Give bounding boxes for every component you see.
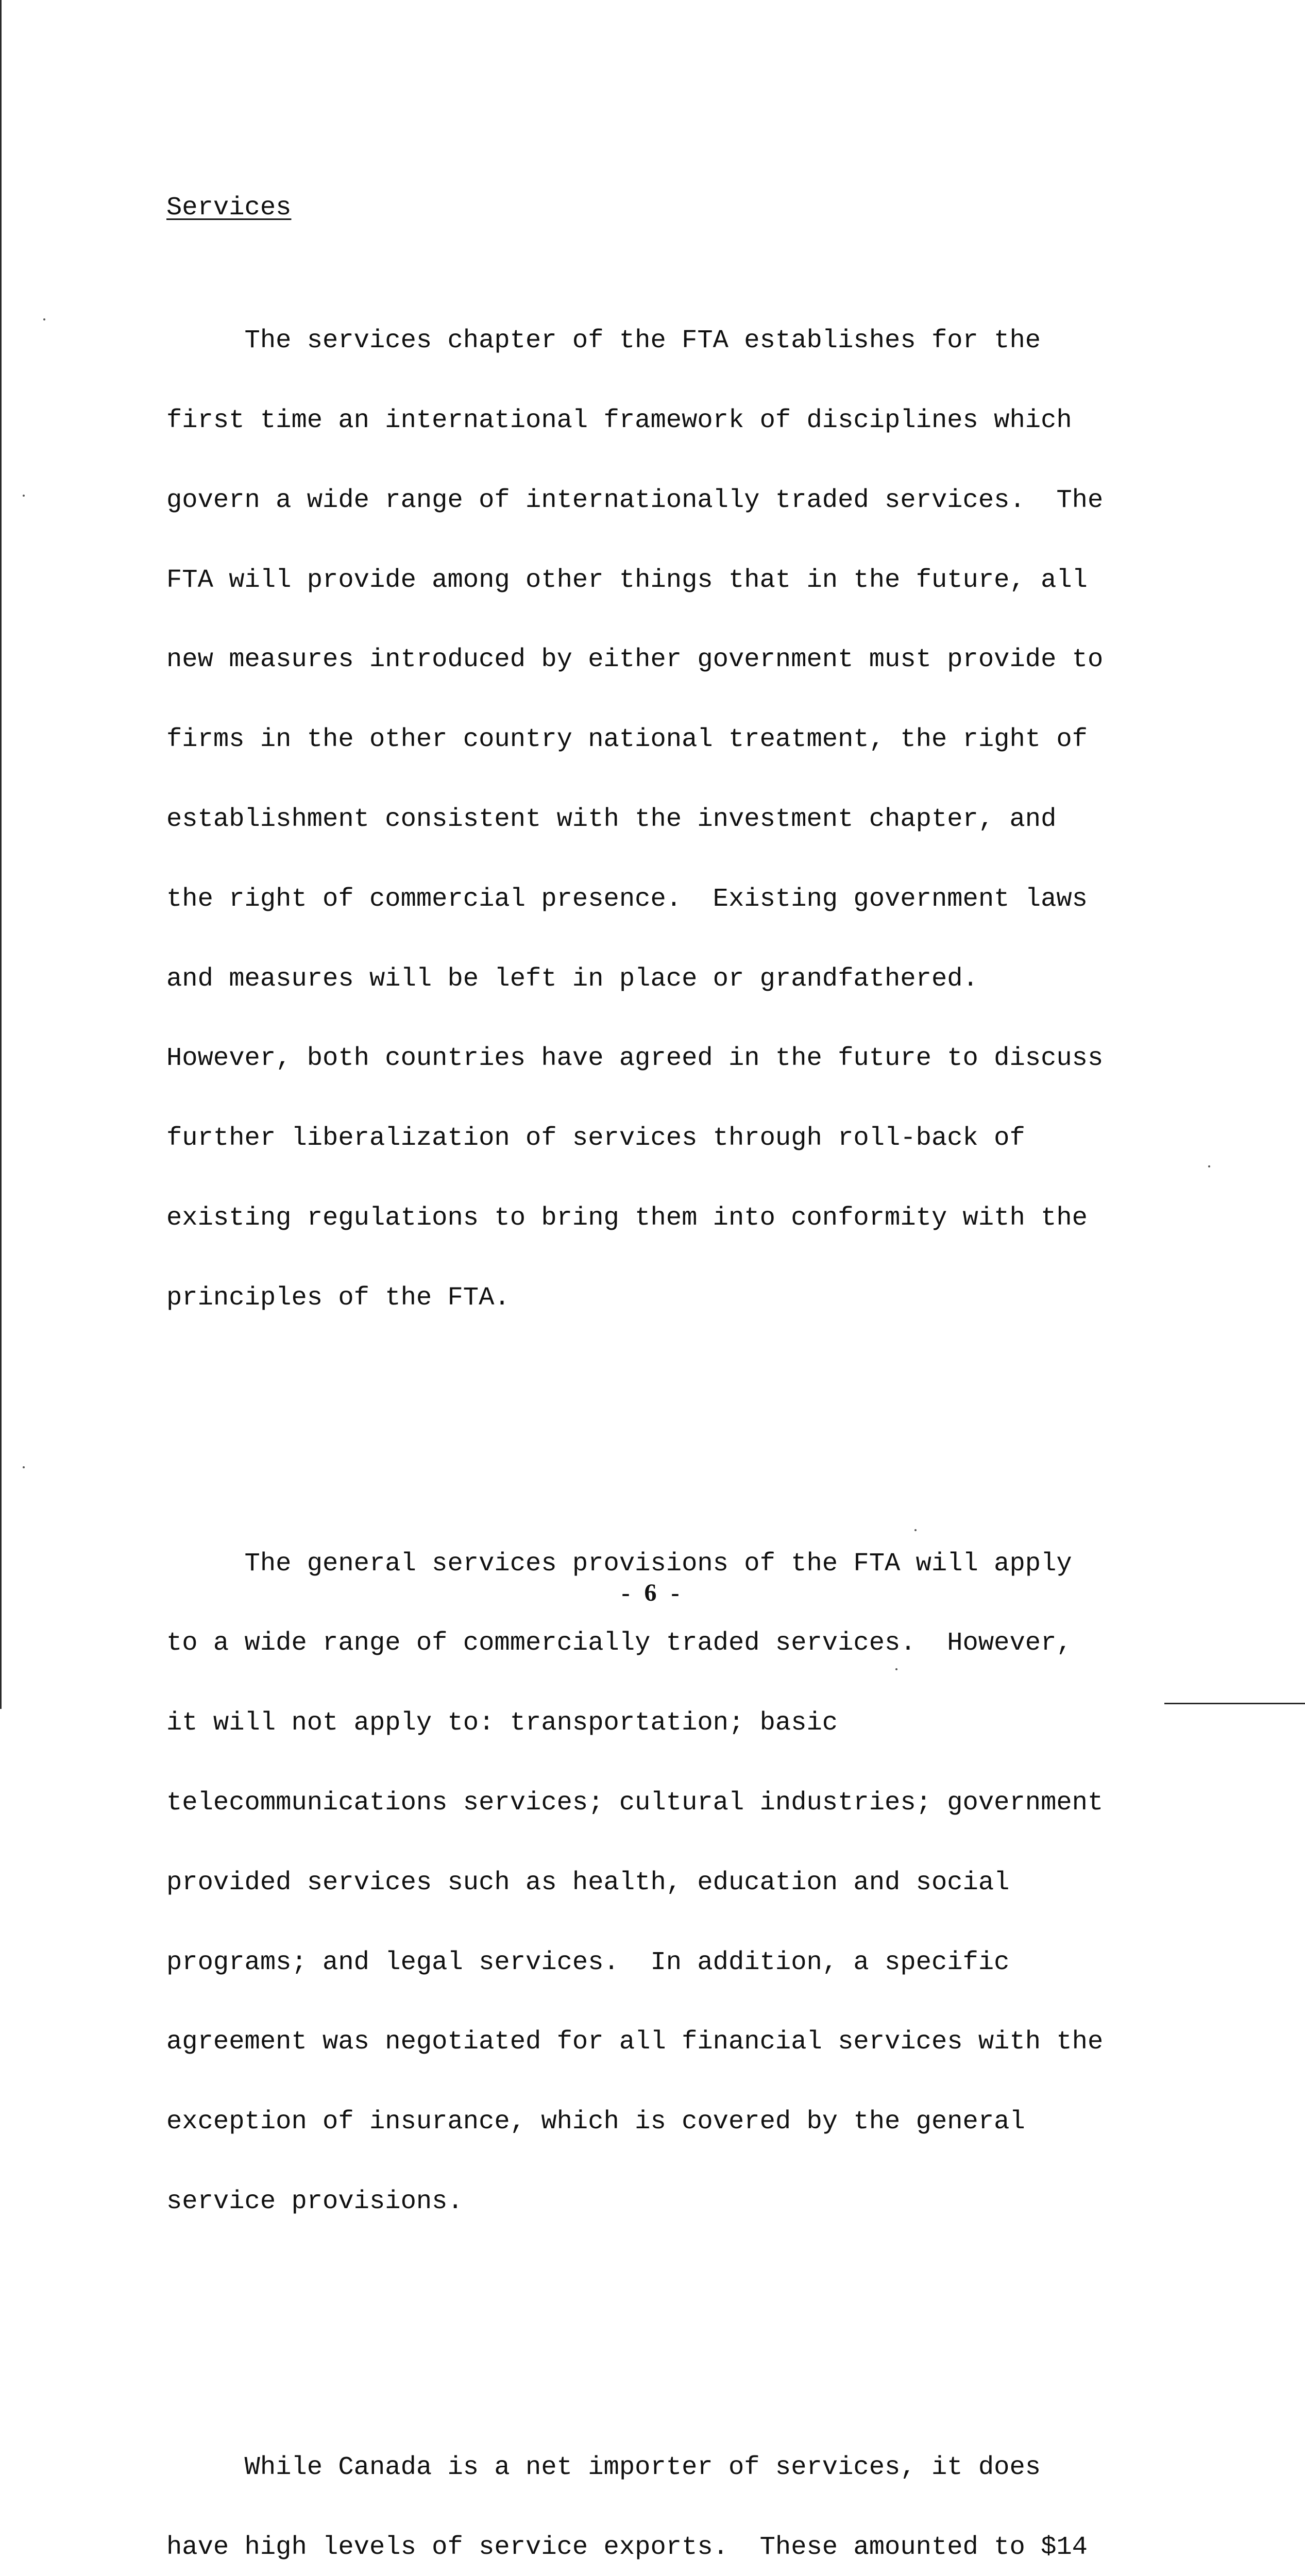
text-line: The general services provisions of the FTA will apply — [166, 1549, 1072, 1579]
text-line: principles of the FTA. — [166, 1283, 510, 1313]
document-body — [166, 89, 1145, 2576]
bottom-edge-rule — [1164, 1703, 1305, 1704]
text-line: programs; and legal services. In addition, a specific — [166, 1947, 1010, 1977]
text-line: While Canada is a net importer of services, it does — [166, 2452, 1041, 2482]
scan-speck — [43, 318, 45, 320]
scan-speck — [23, 495, 25, 497]
text-line: The services chapter of the FTA establishes for the — [166, 326, 1041, 356]
text-line: have high levels of service exports. These amounted to $14 — [166, 2532, 1088, 2562]
scan-speck — [23, 1466, 25, 1468]
text-line: establishment consistent with the investment chapter, and — [166, 805, 1057, 835]
text-line: first time an international framework of disciplines which — [166, 406, 1072, 436]
text-line: exception of insurance, which is covered by the general — [166, 2107, 1025, 2137]
section-heading-services: Services — [166, 193, 292, 223]
page-left-edge — [0, 0, 2, 1709]
services-paragraph-1 — [166, 275, 1145, 1364]
text-line: firms in the other country national treatment, the right of — [166, 725, 1088, 755]
services-section — [166, 142, 1145, 2576]
text-line: agreement was negotiated for all financial services with the — [166, 2027, 1104, 2057]
text-line: it will not apply to: transportation; basic — [166, 1708, 838, 1738]
text-line: However, both countries have agreed in the future to discuss — [166, 1044, 1104, 1074]
text-line: service provisions. — [166, 2187, 463, 2216]
text-line: govern a wide range of internationally traded services. The — [166, 485, 1104, 515]
text-line: telecommunications services; cultural industries; government — [166, 1788, 1104, 1818]
scan-speck — [1208, 1165, 1210, 1167]
page-number: - 6 - — [621, 1579, 684, 1606]
text-line: to a wide range of commercially traded services. However, — [166, 1629, 1072, 1658]
text-line: new measures introduced by either government must provide to — [166, 645, 1104, 675]
text-line: existing regulations to bring them into conformity with the — [166, 1203, 1088, 1233]
text-line: the right of commercial presence. Existing government laws — [166, 884, 1088, 914]
services-paragraph-3 — [166, 2401, 1145, 2576]
paragraph-spacer — [166, 2321, 1145, 2348]
text-line: FTA will provide among other things that in the future, all — [166, 565, 1088, 595]
paragraph-spacer — [166, 1418, 1145, 1445]
services-paragraph-2 — [166, 1497, 1145, 2268]
text-line: provided services such as health, education and social — [166, 1868, 1010, 1897]
text-line: and measures will be left in place or grandfathered. — [166, 964, 978, 994]
text-line: further liberalization of services through roll-back of — [166, 1124, 1025, 1154]
